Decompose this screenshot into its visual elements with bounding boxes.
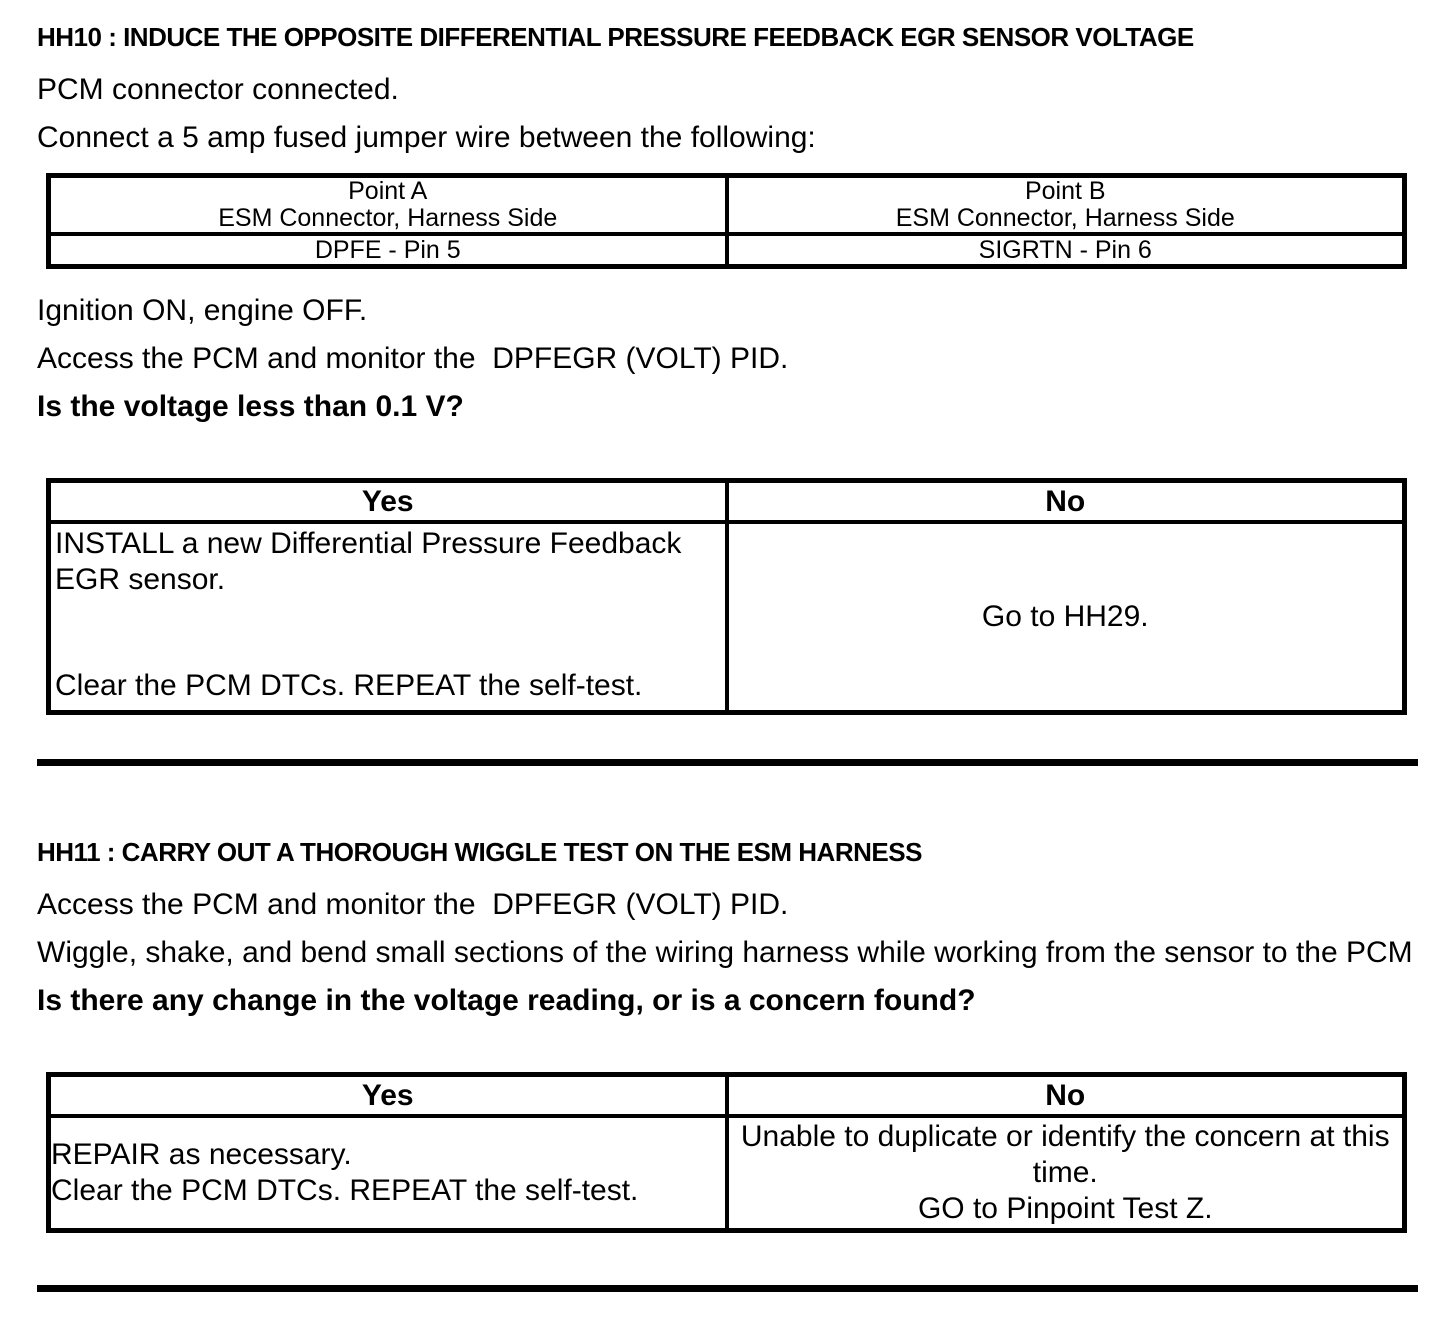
hh11-decision-header-row [49,1075,1405,1117]
hh10-decision-body-row [49,522,1405,713]
hh10-yes-cell-content [51,524,725,706]
point-b-header-cell [727,176,1405,235]
hh11-no-cell [727,1116,1405,1231]
hh10-decision-header-row [49,481,1405,523]
hh10-yes-followup: Clear the PCM DTCs. REPEAT the self-test. [55,669,643,702]
point-a-header-cell [49,176,727,235]
hh10-decision-table [46,478,1407,715]
point-b-title: Point B [1024,177,1106,205]
hh11-paragraph-access: Access the PCM and monitor the DPFEGR (VOLT) PID. [37,888,789,921]
hh11-no-cell-content [729,1119,1403,1227]
point-b-pin-cell: SIGRTN - Pin 6 [727,234,1405,267]
hh11-yes-action: REPAIR as necessary. [51,1138,352,1171]
hh11-paragraph-wiggle: Wiggle, shake, and bend small sections of the wiring harness while working from the sensor to the PCM [37,936,1413,969]
hh11-no-header: No [727,1075,1405,1117]
point-a-subtitle: ESM Connector, Harness Side [218,204,558,232]
section-hh10 [37,22,1418,715]
hh11-yes-followup: Clear the PCM DTCs. REPEAT the self-test. [51,1174,639,1207]
hh11-yes-header: Yes [49,1075,727,1117]
hh11-yes-cell-content [51,1137,725,1209]
hh10-paragraph-ignition: Ignition ON, engine OFF. [37,294,368,327]
hh10-paragraph-jumper: Connect a 5 amp fused jumper wire between the following: [37,121,816,154]
section-hh11 [37,837,1418,1233]
points-table-header-row [49,176,1405,235]
hh11-yes-cell [49,1116,727,1231]
hh10-yes-action: INSTALL a new Differential Pressure Feedback EGR sensor. [55,527,682,596]
hh10-heading: HH10 : INDUCE THE OPPOSITE DIFFERENTIAL PRESSURE FEEDBACK EGR SENSOR VOLTAGE [37,22,1194,52]
hh10-question: Is the voltage less than 0.1 V? [37,390,464,423]
hh11-heading: HH11 : CARRY OUT A THOROUGH WIGGLE TEST ON THE ESM HARNESS [37,837,922,867]
hh11-no-line1: Unable to duplicate or identify the concern at this time. [740,1120,1390,1189]
hh11-decision-table [46,1072,1407,1233]
hh11-decision-body-row [49,1116,1405,1231]
hh11-no-line2: GO to Pinpoint Test Z. [917,1192,1213,1225]
hh10-no-cell: Go to HH29. [727,522,1405,713]
points-table-data-row [49,234,1405,267]
hh10-yes-cell [49,522,727,713]
point-a-title: Point A [348,177,428,205]
jumper-points-table [46,173,1407,269]
hh11-question: Is there any change in the voltage reading, or is a concern found? [37,984,976,1017]
bottom-rule [37,1285,1418,1292]
point-b-subtitle: ESM Connector, Harness Side [895,204,1235,232]
hh10-paragraph-access: Access the PCM and monitor the DPFEGR (VOLT) PID. [37,342,789,375]
hh10-no-header: No [727,481,1405,523]
point-a-pin-cell: DPFE - Pin 5 [49,234,727,267]
section-divider-rule [37,759,1418,766]
hh10-yes-header: Yes [49,481,727,523]
hh10-paragraph-connector: PCM connector connected. [37,73,399,106]
